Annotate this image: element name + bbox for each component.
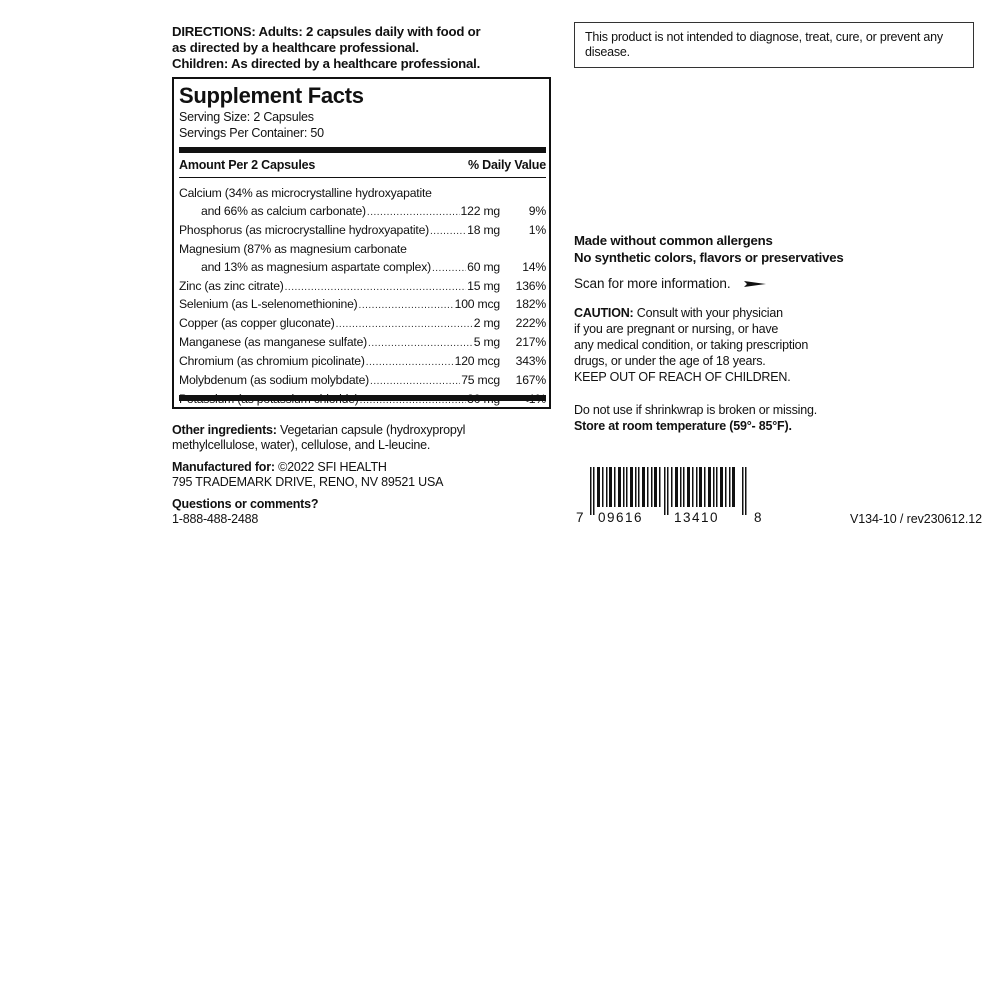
allergen-statement xyxy=(574,232,894,266)
phone-number: 1-888-488-2488 xyxy=(172,512,259,526)
nutrient-row-chromium: Chromium (as chromium picolinate) ..... 120 mcg 343% xyxy=(179,353,546,372)
other-ingredients-text-2: methylcellulose, water), cellulose, and L-leucine. xyxy=(172,438,431,452)
disclaimer-line-2: disease. xyxy=(585,45,630,59)
caution-line-1: Consult with your physician xyxy=(636,306,783,320)
thin-divider xyxy=(179,177,546,178)
leader-dots xyxy=(367,203,460,222)
leader-dots xyxy=(370,372,460,391)
allergen-line-2: No synthetic colors, flavors or preservatives xyxy=(574,250,844,265)
nutrient-row-phosphorus: Phosphorus (as microcrystalline hydroxyapatite) ..... 18 mg 1% xyxy=(179,222,546,241)
leader-dots xyxy=(368,334,473,353)
barcode-group-1: 09616 xyxy=(598,510,644,525)
caution-label: CAUTION: xyxy=(574,306,634,320)
facts-header-row xyxy=(179,153,546,173)
directions-line-2: as directed by a healthcare professional. xyxy=(172,40,419,55)
shrinkwrap-warning: Do not use if shrinkwrap is broken or missing. xyxy=(574,403,817,417)
directions-line-1: DIRECTIONS: Adults: 2 capsules daily with food or xyxy=(172,24,481,39)
fda-disclaimer-box xyxy=(574,22,974,68)
caution-line-3: any medical condition, or taking prescription xyxy=(574,338,809,352)
barcode-group-2: 13410 xyxy=(674,510,720,525)
caution-line-4: drugs, or under the age of 18 years. xyxy=(574,354,766,368)
nutrient-row-zinc: Zinc (as zinc citrate) ..... 15 mg 136% xyxy=(179,278,546,297)
other-ingredients xyxy=(172,423,532,453)
arrow-right-icon xyxy=(744,279,766,289)
questions-label: Questions or comments? xyxy=(172,497,319,511)
barcode-right-digit: 8 xyxy=(754,510,762,525)
storage-temperature: Store at room temperature (59°- 85°F). xyxy=(574,419,792,433)
barcode-left-digit: 7 xyxy=(576,510,584,525)
amount-per-serving-header: Amount Per 2 Capsules xyxy=(179,158,316,172)
scan-info xyxy=(574,275,766,292)
supplement-facts-title: Supplement Facts xyxy=(179,83,364,108)
nutrient-row-manganese: Manganese (as manganese sulfate) ..... 5 mg 217% xyxy=(179,334,546,353)
manufacturer-label: Manufactured for: xyxy=(172,460,275,474)
nutrient-row-molybdenum: Molybdenum (as sodium molybdate) ..... 75 mcg 167% xyxy=(179,372,546,391)
caution-line-2: if you are pregnant or nursing, or have xyxy=(574,322,779,336)
storage-instructions xyxy=(574,402,874,434)
other-ingredients-text-1: Vegetarian capsule (hydroxypropyl xyxy=(280,423,466,437)
supplement-facts-panel xyxy=(172,77,551,409)
leader-dots xyxy=(359,296,454,315)
manufacturer-info xyxy=(172,460,532,490)
daily-value-header: % Daily Value xyxy=(468,158,546,172)
manufacturer-address: 795 TRADEMARK DRIVE, RENO, NV 89521 USA xyxy=(172,475,444,489)
nutrient-row-selenium: Selenium (as L-selenomethionine) ..... 100 mcg 182% xyxy=(179,296,546,315)
scan-text: Scan for more information. xyxy=(574,276,731,291)
nutrient-list xyxy=(179,185,546,410)
nutrient-row-copper: Copper (as copper gluconate) ..... 2 mg 222% xyxy=(179,315,546,334)
thick-bottom-divider xyxy=(179,395,546,401)
leader-dots xyxy=(430,222,466,241)
caution-statement xyxy=(574,305,854,385)
other-ingredients-label: Other ingredients: xyxy=(172,423,277,437)
nutrient-row-calcium-line1: Calcium (34% as microcrystalline hydroxyapatite xyxy=(179,186,432,200)
directions-line-3: Children: As directed by a healthcare professional. xyxy=(172,56,481,71)
upc-barcode xyxy=(576,465,764,529)
manufacturer-name: ©2022 SFI HEALTH xyxy=(278,460,387,474)
servings-per-container: Servings Per Container: 50 xyxy=(179,126,324,140)
serving-size: Serving Size: 2 Capsules xyxy=(179,110,314,124)
disclaimer-line-1: This product is not intended to diagnose, treat, cure, or prevent any xyxy=(585,30,943,44)
nutrient-row-magnesium: and 13% as magnesium aspartate complex) ..... 60 mg 14% xyxy=(179,259,546,278)
allergen-line-1: Made without common allergens xyxy=(574,233,773,248)
leader-dots xyxy=(336,315,473,334)
leader-dots xyxy=(285,278,466,297)
leader-dots xyxy=(432,259,466,278)
version-code: V134-10 / rev230612.12 xyxy=(850,512,982,526)
nutrient-row-magnesium-line1: Magnesium (87% as magnesium carbonate xyxy=(179,241,407,256)
leader-dots xyxy=(366,353,454,372)
questions-contact xyxy=(172,497,532,527)
caution-line-5: KEEP OUT OF REACH OF CHILDREN. xyxy=(574,370,791,384)
directions-text xyxy=(172,24,532,72)
nutrient-row-calcium: and 66% as calcium carbonate) ..... 122 mg 9% xyxy=(179,203,546,222)
